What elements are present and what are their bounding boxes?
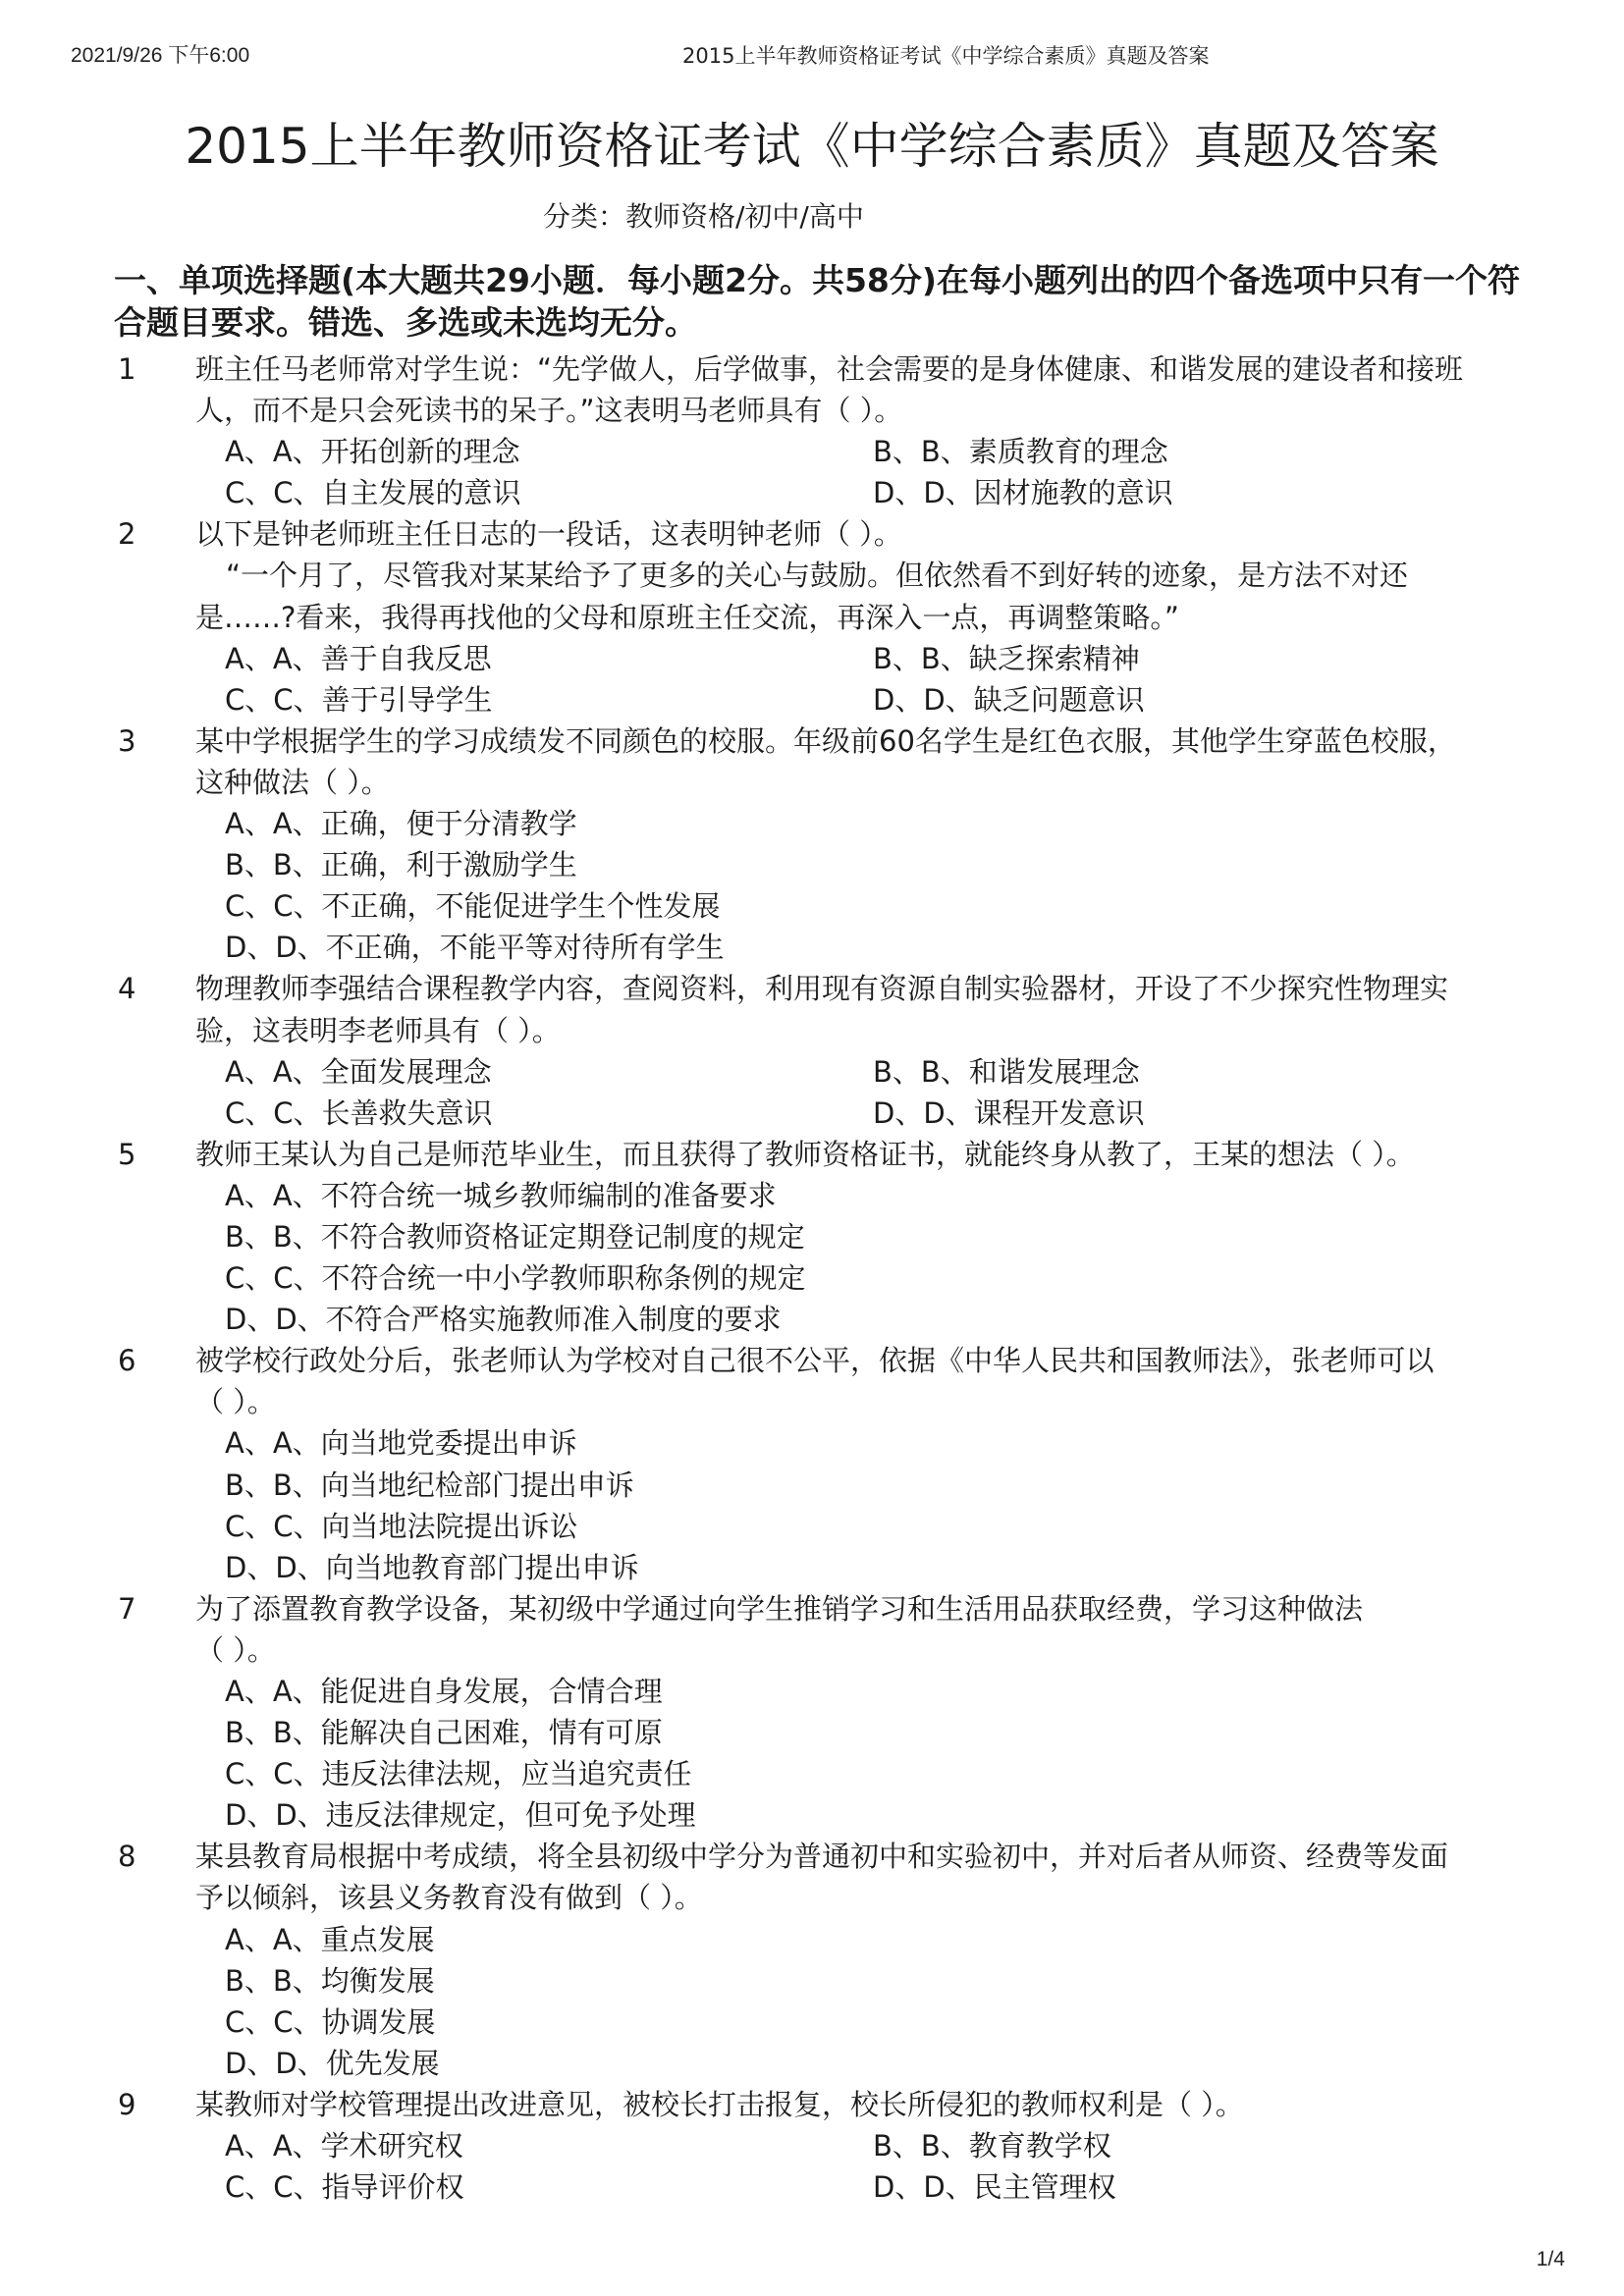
option-a: A、A、向当地党委提出申诉	[225, 1426, 577, 1461]
question-number: 1	[118, 352, 136, 386]
option-row	[0, 431, 1624, 472]
question-row	[0, 2084, 1624, 2125]
passage-row	[0, 555, 1624, 596]
option-row	[0, 1919, 1624, 1960]
question-text-line: 验，这表明李老师具有（ ）。	[195, 1013, 561, 1047]
option-row	[0, 1465, 1624, 1506]
question-5	[0, 1134, 1624, 1340]
option-row	[0, 927, 1624, 968]
print-header-title: 2015上半年教师资格证考试《中学综合素质》真题及答案	[682, 44, 1210, 68]
question-7	[0, 1588, 1624, 1837]
question-number: 4	[118, 972, 136, 1006]
question-number: 3	[118, 723, 136, 758]
question-text-line: 某县教育局根据中考成绩，将全县初级中学分为普通初中和实验初中，并对后者从师资、经费等发面	[195, 1840, 1449, 1874]
question-3	[0, 721, 1624, 969]
question-text-line: 被学校行政处分后，张老师认为学校对自己很不公平，依据《中华人民共和国教师法》，张老师可以	[195, 1344, 1435, 1378]
question-row	[0, 1629, 1624, 1671]
option-a: A、A、开拓创新的理念	[225, 435, 520, 469]
option-row	[0, 803, 1624, 844]
question-text-line: 这种做法（ ）。	[195, 765, 390, 799]
category-label: 分类：教师资格/初中/高中	[543, 200, 864, 233]
question-row	[0, 513, 1624, 555]
question-number: 2	[118, 517, 136, 552]
print-header-datetime: 2021/9/26 下午6:00	[71, 44, 250, 67]
question-text-line: 物理教师李强结合课程教学内容，查阅资料，利用现有资源自制实验器材，开设了不少探究性物理实	[195, 972, 1449, 1006]
option-a: A、A、重点发展	[225, 1922, 435, 1956]
passage-row	[0, 597, 1624, 638]
question-6	[0, 1340, 1624, 1588]
option-row	[0, 1257, 1624, 1299]
question-row	[0, 968, 1624, 1009]
question-text-line: 为了添置教育教学设备，某初级中学通过向学生推销学习和生活用品获取经费，学习这种做法	[195, 1591, 1364, 1626]
page-title: 2015上半年教师资格证考试《中学综合素质》真题及答案	[185, 118, 1439, 175]
question-row	[0, 1340, 1624, 1381]
question-number: 7	[118, 1591, 136, 1626]
question-row	[0, 1381, 1624, 1422]
option-c: C、C、不正确，不能促进学生个性发展	[225, 889, 721, 924]
option-row	[0, 1093, 1624, 1134]
option-row	[0, 1547, 1624, 1588]
question-row	[0, 1010, 1624, 1051]
option-c: C、C、不符合统一中小学教师职称条例的规定	[225, 1261, 806, 1296]
option-b: B、B、能解决自己困难，情有可原	[225, 1716, 663, 1750]
option-b: B、B、教育教学权	[873, 2129, 1111, 2163]
option-row	[0, 1175, 1624, 1216]
question-row	[0, 762, 1624, 803]
option-b: B、B、正确，利于激励学生	[225, 848, 577, 882]
option-b: B、B、素质教育的理念	[873, 435, 1168, 469]
question-number: 5	[118, 1137, 136, 1171]
question-text-line: 某教师对学校管理提出改进意见，被校长打击报复，校长所侵犯的教师权利是（ ）。	[195, 2087, 1244, 2121]
question-list	[0, 348, 1624, 2208]
option-row	[0, 1216, 1624, 1257]
option-row	[0, 1960, 1624, 2002]
question-row	[0, 1877, 1624, 1918]
section-heading	[114, 259, 1520, 344]
question-row	[0, 721, 1624, 762]
option-d: D、D、不正确，不能平等对待所有学生	[225, 931, 725, 965]
question-text-line: （ ）。	[195, 1385, 276, 1419]
question-8	[0, 1836, 1624, 2084]
question-row	[0, 348, 1624, 390]
option-d: D、D、课程开发意识	[873, 1095, 1145, 1130]
option-b: B、B、向当地纪检部门提出申诉	[225, 1468, 634, 1502]
question-text-line: 班主任马老师常对学生说：“先学做人，后学做事，社会需要的是身体健康、和谐发展的建设者和接班	[195, 352, 1464, 386]
question-text-line: 教师王某认为自己是师范毕业生，而且获得了教师资格证书，就能终身从教了，王某的想法（ ）。	[195, 1137, 1415, 1171]
question-number: 6	[118, 1344, 136, 1378]
option-a: A、A、学术研究权	[225, 2129, 463, 2163]
option-row	[0, 1794, 1624, 1836]
question-text-line: （ ）。	[195, 1632, 276, 1667]
option-c: C、C、协调发展	[225, 2004, 436, 2039]
option-d: D、D、缺乏问题意识	[873, 682, 1145, 717]
option-b: B、B、不符合教师资格证定期登记制度的规定	[225, 1219, 805, 1254]
section-heading-line: 合题目要求。错选、多选或未选均无分。	[114, 303, 697, 342]
option-a: A、A、全面发展理念	[225, 1054, 492, 1089]
option-row	[0, 1506, 1624, 1547]
section-heading-line: 一、单项选择题(本大题共29小题．每小题2分。共58分)在每小题列出的四个备选项中只有一个符	[114, 261, 1520, 299]
question-row	[0, 1836, 1624, 1877]
option-d: D、D、向当地教育部门提出申诉	[225, 1550, 639, 1584]
option-row	[0, 1299, 1624, 1340]
option-row	[0, 1422, 1624, 1464]
question-row	[0, 1134, 1624, 1175]
option-d: D、D、违反法律规定，但可免予处理	[225, 1798, 696, 1833]
option-row	[0, 1671, 1624, 1712]
option-a: A、A、正确，便于分清教学	[225, 807, 577, 841]
option-a: A、A、不符合统一城乡教师编制的准备要求	[225, 1178, 777, 1212]
question-2	[0, 513, 1624, 720]
option-row	[0, 2125, 1624, 2166]
option-c: C、C、善于引导学生	[225, 682, 493, 717]
page-indicator: 1/4	[1536, 2248, 1565, 2270]
option-d: D、D、不符合严格实施教师准入制度的要求	[225, 1303, 782, 1337]
option-b: B、B、和谐发展理念	[873, 1054, 1140, 1089]
option-row	[0, 638, 1624, 679]
option-row	[0, 2043, 1624, 2084]
option-c: C、C、向当地法院提出诉讼	[225, 1509, 578, 1543]
option-row	[0, 1753, 1624, 1794]
option-a: A、A、能促进自身发展，合情合理	[225, 1675, 663, 1708]
question-1	[0, 348, 1624, 513]
option-row	[0, 885, 1624, 927]
option-row	[0, 472, 1624, 513]
option-row	[0, 2002, 1624, 2043]
option-row	[0, 1712, 1624, 1753]
option-a: A、A、善于自我反思	[225, 641, 492, 675]
question-9	[0, 2084, 1624, 2208]
option-row	[0, 679, 1624, 721]
option-c: C、C、长善救失意识	[225, 1095, 493, 1130]
option-b: B、B、缺乏探索精神	[873, 641, 1140, 675]
option-c: C、C、自主发展的意识	[225, 476, 521, 510]
question-text-line: 某中学根据学生的学习成绩发不同颜色的校服。年级前60名学生是红色衣服，其他学生穿蓝色校服，	[195, 723, 1456, 758]
question-4	[0, 968, 1624, 1133]
option-c: C、C、违反法律法规，应当追究责任	[225, 1757, 692, 1791]
question-row	[0, 1588, 1624, 1629]
option-d: D、D、民主管理权	[873, 2170, 1116, 2205]
option-row	[0, 2166, 1624, 2208]
question-number: 9	[118, 2087, 136, 2121]
option-row	[0, 1051, 1624, 1093]
option-c: C、C、指导评价权	[225, 2170, 464, 2205]
question-text-line: 予以倾斜，该县义务教育没有做到（ ）。	[195, 1881, 703, 1915]
question-text-line: 人，而不是只会死读书的呆子。”这表明马老师具有（ ）。	[195, 394, 903, 428]
option-d: D、D、因材施教的意识	[873, 476, 1173, 510]
option-b: B、B、均衡发展	[225, 1963, 435, 1998]
passage-line: “一个月了，尽管我对某某给予了更多的关心与鼓励。但依然看不到好转的迹象，是方法不对还	[226, 559, 1409, 593]
question-number: 8	[118, 1840, 136, 1874]
question-text-line: 以下是钟老师班主任日志的一段话，这表明钟老师（ ）。	[195, 517, 902, 552]
passage-line: 是……?看来，我得再找他的父母和原班主任交流，再深入一点，再调整策略。”	[195, 600, 1179, 634]
question-row	[0, 390, 1624, 431]
option-row	[0, 844, 1624, 885]
option-d: D、D、优先发展	[225, 2046, 440, 2080]
